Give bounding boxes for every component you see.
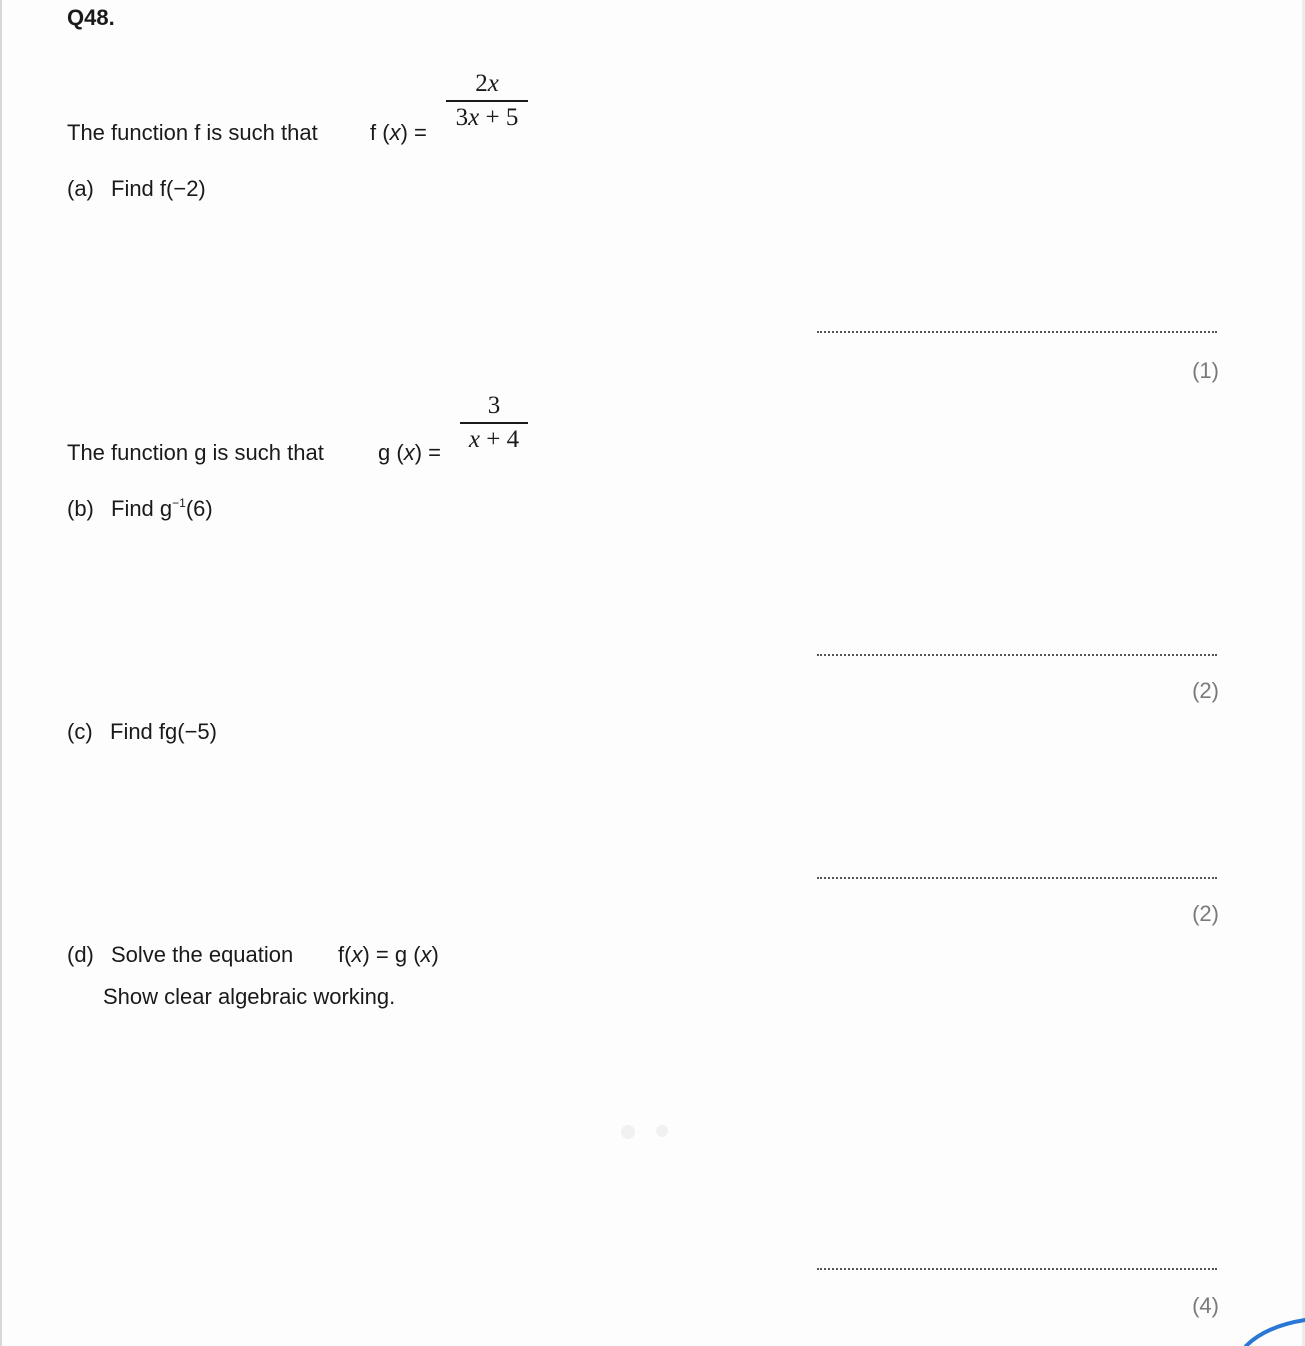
faint-dot: [621, 1125, 635, 1139]
part-d-label: (d): [67, 942, 94, 967]
part-d-text: Solve the equation: [111, 942, 294, 967]
f-denominator: 3x + 5: [455, 104, 519, 131]
marks-b: (2): [1192, 678, 1219, 703]
f-fraction: [446, 70, 528, 132]
g-denominator: x + 4: [468, 426, 520, 453]
answer-line-a[interactable]: [817, 331, 1217, 333]
g-fraction: [460, 392, 528, 454]
f-intro-text: The function f is such that: [67, 120, 318, 145]
part-c-label: (c): [67, 719, 93, 744]
g-numerator: 3: [487, 392, 501, 419]
part-a-label: (a): [67, 176, 94, 201]
g-intro-text: The function g is such that: [67, 440, 324, 465]
part-b-label: (b): [67, 496, 94, 521]
answer-line-d[interactable]: [817, 1268, 1217, 1270]
part-d-equation: f(x) = g (x): [338, 942, 439, 967]
part-b-text: Find $g^{-1}(6)$: [111, 496, 213, 521]
marks-a: (1): [1192, 358, 1219, 383]
g-lhs: g (x) =: [378, 440, 441, 465]
marks-c: (2): [1192, 901, 1219, 926]
page-left-edge: [0, 0, 2, 1346]
answer-line-c[interactable]: [817, 877, 1217, 879]
pen-stroke-mark: [1240, 1310, 1305, 1346]
f-lhs: f (x) =: [370, 120, 427, 145]
part-d-instruction: Show clear algebraic working.: [103, 984, 396, 1009]
f-numerator: 2x: [475, 70, 499, 97]
faint-dot: [656, 1125, 668, 1137]
marks-d: (4): [1192, 1293, 1219, 1318]
part-c-text: Find fg(−5): [110, 719, 217, 744]
question-number: Q48.: [67, 5, 115, 30]
part-a-text: Find f(−2): [111, 176, 206, 201]
answer-line-b[interactable]: [817, 654, 1217, 656]
